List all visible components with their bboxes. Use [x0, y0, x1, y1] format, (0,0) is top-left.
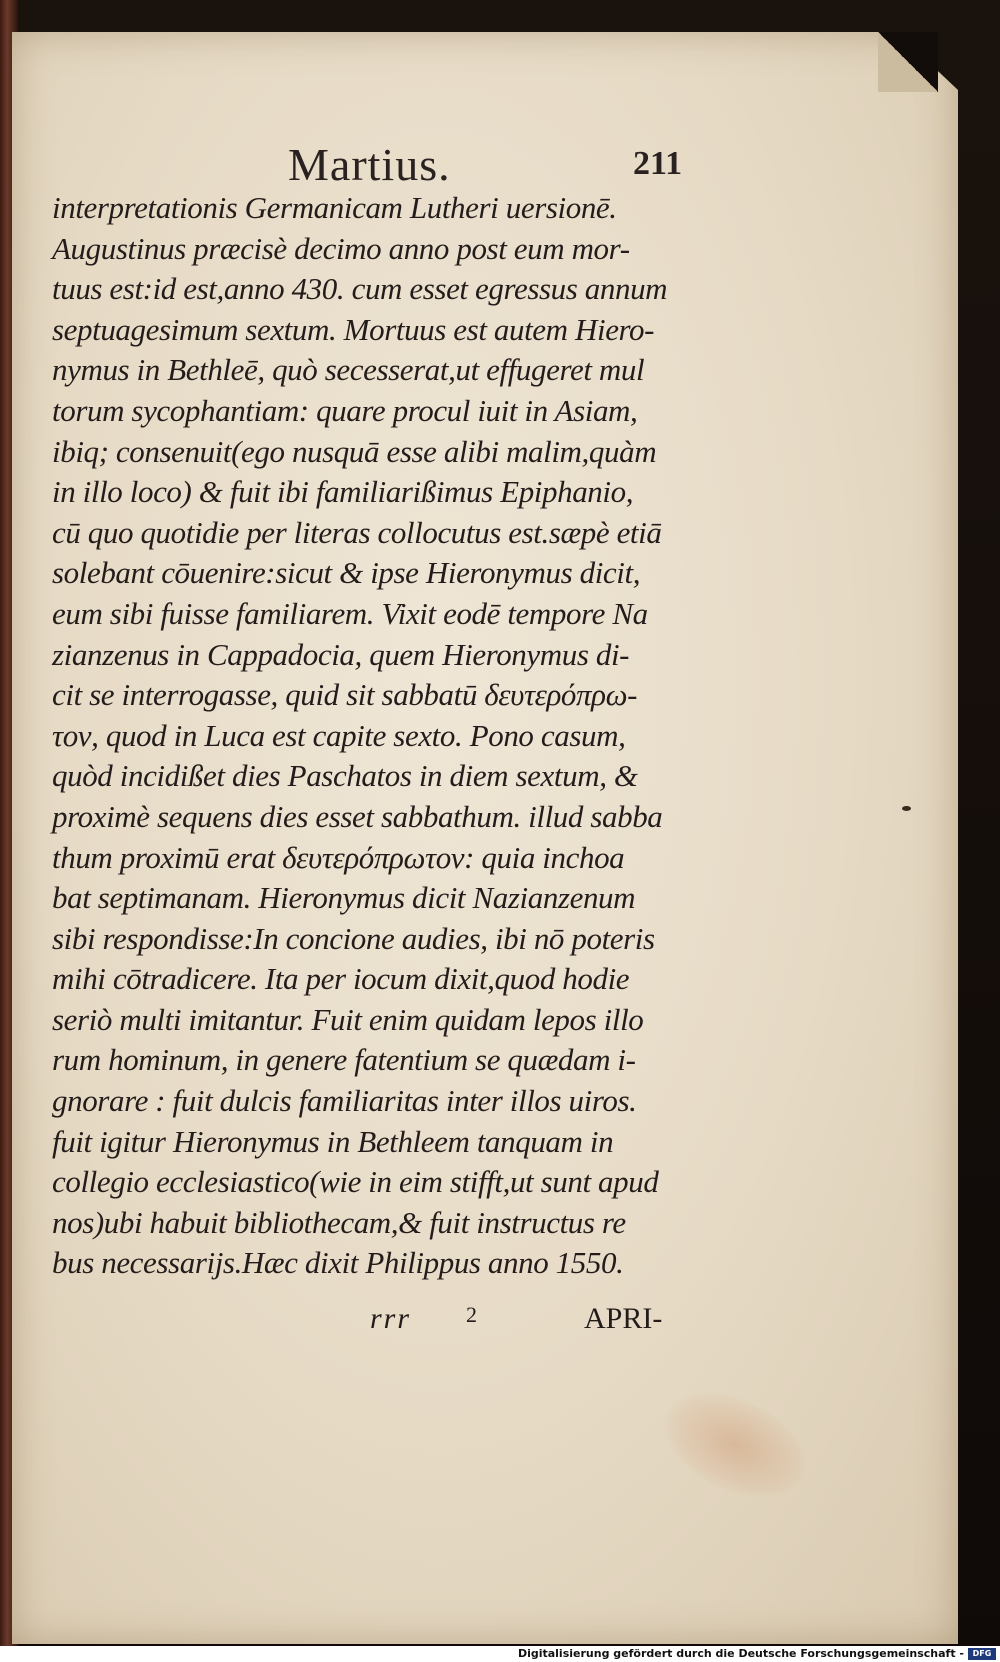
running-title: Martius. — [288, 139, 451, 190]
text-line: in illo loco) & fuit ibi familiarißimus Epiphanio, — [52, 474, 634, 510]
folio-number: 211 — [633, 145, 683, 182]
text-line: τον, quod in Luca est capite sexto. Pono casum, — [52, 717, 626, 753]
text-line: seriò multi imitantur. Fuit enim quidam lepos illo — [52, 1001, 644, 1037]
text-line: bat septimanam. Hieronymus dicit Nazianzenum — [52, 880, 636, 916]
text-line: Augustinus præcisè decimo anno post eum mor- — [52, 230, 630, 266]
digitization-credit: Digitalisierung gefördert durch die Deutsche Forschungsgemeinschaft - — [517, 1647, 964, 1660]
text-line: eum sibi fuisse familiarem. Vixit eodē tempore Na — [52, 595, 648, 631]
text-line: collegio ecclesiastico(wie in eim stifft,ut sunt apud — [52, 1164, 659, 1200]
dfg-logo: DFG — [968, 1648, 996, 1660]
text-line: solebant cōuenire:sicut & ipse Hieronymus dicit, — [52, 555, 641, 591]
text-line: cū quo quotidie per literas collocutus est.sæpè etiā — [52, 514, 662, 550]
text-line: mihi cōtradicere. Ita per iocum dixit,quod hodie — [52, 961, 630, 997]
body-text — [52, 188, 692, 1284]
signature-number: 2 — [466, 1302, 477, 1327]
text-line: proximè sequens dies esset sabbathum. illud sabba — [52, 798, 663, 834]
text-line: tuus est:id est,anno 430. cum esset egressus annum — [52, 271, 668, 307]
text-line: thum proximū erat δευτερόπρωτον: quia inchoa — [52, 839, 625, 875]
text-line: ibiq; consenuit(ego nusquā esse alibi malim,quàm — [52, 433, 657, 469]
text-line: gnorare : fuit dulcis familiaritas inter illos uiros. — [52, 1083, 637, 1119]
text-line: sibi respondisse:In concione audies, ibi nō poteris — [52, 920, 655, 956]
text-line: fuit igitur Hieronymus in Bethleem tanquam in — [52, 1123, 614, 1159]
text-line: rum hominum, in genere fatentium se quædam i- — [52, 1042, 636, 1078]
folded-page-corner — [878, 32, 938, 92]
ink-fleck — [902, 806, 911, 811]
catchword-row — [370, 1302, 670, 1342]
text-line: torum sycophantiam: quare procul iuit in Asiam, — [52, 392, 638, 428]
signature-mark: rrr — [370, 1302, 412, 1335]
text-line: septuagesimum sextum. Mortuus est autem Hiero- — [52, 311, 655, 347]
text-line: cit se interrogasse, quid sit sabbatū δευτερόπρω- — [52, 677, 638, 713]
text-line: bus necessarijs.Hæc dixit Philippus anno 1550. — [52, 1245, 624, 1281]
text-line: nos)ubi habuit bibliothecam,& fuit instructus re — [52, 1204, 626, 1240]
text-line: quòd incidißet dies Paschatos in diem sextum, & — [52, 758, 638, 794]
text-line: zianzenus in Cappadocia, quem Hieronymus di- — [52, 636, 630, 672]
text-line: nymus in Bethleē, quò secesserat,ut effugeret mul — [52, 352, 645, 388]
catchword: APRI- — [584, 1302, 663, 1335]
text-line: interpretationis Germanicam Lutheri uersionē. — [52, 190, 617, 225]
